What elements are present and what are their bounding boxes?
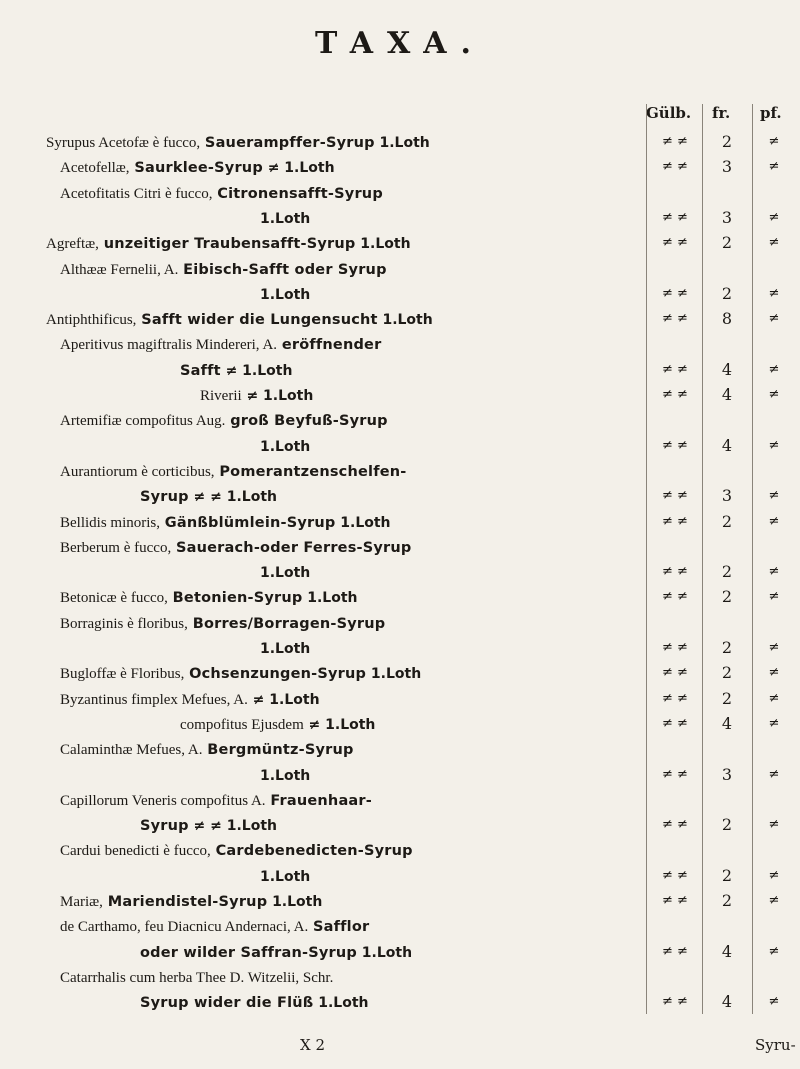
table-row	[0, 560, 800, 584]
table-row	[0, 282, 800, 306]
entry-text	[60, 687, 320, 712]
latin-name: Aperitivus magiftralis Mindereri, A.	[60, 337, 278, 354]
unit-measure: ≠ 1.Loth	[308, 716, 376, 733]
latin-name: Mariæ,	[60, 894, 103, 910]
table-row	[0, 788, 800, 812]
table-row	[0, 510, 800, 534]
latin-name: Capillorum Veneris compofitus A.	[60, 792, 266, 809]
kreuzer-cell: 2	[721, 891, 733, 910]
kreuzer-cell: 2	[721, 638, 733, 657]
german-name: Safflor	[313, 919, 370, 936]
kreuzer-cell: 2	[721, 663, 733, 683]
entry-text	[60, 155, 335, 180]
latin-name: Acetofitatis Citri è fucco,	[60, 185, 213, 202]
pfennig-cell: ≠	[768, 817, 780, 833]
running-title: TAXA.	[315, 26, 485, 61]
pfennig-cell: ≠	[768, 209, 780, 225]
entry-text	[260, 560, 310, 585]
table-row	[0, 914, 800, 938]
gulden-cell: ≠ ≠	[662, 589, 688, 605]
unit-measure: 1.Loth	[382, 312, 433, 329]
kreuzer-cell: 3	[721, 486, 733, 506]
latin-name: compofitus Ejusdem	[180, 716, 304, 733]
german-name: Sauerach-oder Ferres-Syrup	[175, 539, 412, 556]
table-row	[0, 383, 800, 407]
gulden-cell: ≠ ≠	[662, 387, 688, 402]
entry-text	[260, 864, 310, 889]
unit-measure: 1.Loth	[340, 514, 391, 531]
entry-text	[200, 383, 313, 408]
entry-text	[140, 813, 277, 838]
entry-text	[60, 585, 358, 610]
german-name: Syrup	[140, 818, 189, 835]
unit-measure: ≠ ≠ 1.Loth	[193, 489, 277, 506]
column-head-pfennig: pf.	[760, 104, 782, 122]
table-row	[0, 965, 800, 989]
pfennig-cell: ≠	[768, 690, 780, 706]
pfennig-cell: ≠	[768, 437, 780, 453]
latin-name: Calaminthæ Mefues, A.	[60, 742, 203, 759]
kreuzer-cell: 2	[721, 562, 733, 582]
table-row	[0, 763, 800, 787]
unit-measure: ≠ 1.Loth	[267, 160, 335, 177]
unit-measure: 1.Loth	[379, 135, 430, 151]
kreuzer-cell: 2	[721, 688, 733, 708]
table-row	[0, 206, 800, 230]
latin-name: Riverii	[200, 388, 242, 404]
gulden-cell: ≠ ≠	[662, 766, 688, 782]
entry-text	[60, 257, 387, 282]
pfennig-cell: ≠	[768, 589, 780, 605]
kreuzer-cell: 4	[721, 992, 733, 1012]
entry-text	[260, 434, 310, 459]
unit-measure: 1.Loth	[307, 590, 358, 607]
entry-text	[140, 940, 412, 965]
kreuzer-cell: 4	[721, 385, 733, 404]
entry-text	[60, 408, 388, 433]
gulden-cell: ≠ ≠	[662, 159, 688, 175]
german-name: Syrup	[140, 489, 189, 506]
unit-measure: ≠ ≠ 1.Loth	[193, 818, 277, 835]
entry-text	[60, 510, 391, 535]
german-name: unzeitiger Traubensafft-Syrup	[103, 236, 356, 253]
unit-measure: ≠ 1.Loth	[252, 691, 320, 708]
table-row	[0, 358, 800, 382]
gulden-cell: ≠ ≠	[662, 640, 688, 655]
gulden-cell: ≠ ≠	[662, 513, 688, 529]
unit-measure: 1.Loth	[260, 565, 311, 582]
entry-text	[180, 358, 292, 383]
table-row	[0, 712, 800, 736]
kreuzer-cell: 2	[721, 587, 733, 607]
german-name: groß Beyfuß-Syrup	[230, 413, 388, 430]
german-name: Pomerantzenschelfen-	[219, 463, 407, 480]
entry-text	[60, 661, 421, 686]
unit-measure: 1.Loth	[360, 236, 411, 253]
table-row	[0, 307, 800, 331]
unit-measure: 1.Loth	[260, 210, 311, 227]
gulden-cell: ≠ ≠	[662, 235, 688, 251]
latin-name: Cardui benedicti è fucco,	[60, 843, 211, 860]
gulden-cell: ≠ ≠	[662, 134, 688, 149]
pfennig-cell: ≠	[768, 665, 780, 681]
entry-text	[260, 282, 310, 307]
latin-name: de Carthamo, feu Diacnicu Andernaci, A.	[60, 919, 309, 936]
kreuzer-cell: 2	[721, 511, 733, 531]
german-name: oder wilder Saffran-Syrup	[140, 944, 357, 961]
latin-name: Acetofellæ,	[60, 160, 130, 177]
german-name: Citronensafft-Syrup	[217, 185, 383, 202]
pfennig-cell: ≠	[768, 134, 780, 149]
table-row	[0, 231, 800, 255]
table-row	[0, 332, 800, 356]
german-name: Sauerampffer-Syrup	[204, 135, 375, 151]
kreuzer-cell: 4	[721, 435, 733, 455]
table-row	[0, 889, 800, 913]
kreuzer-cell: 2	[721, 283, 733, 303]
latin-name: Agreftæ,	[46, 236, 99, 253]
entry-text	[140, 484, 277, 509]
table-row	[0, 408, 800, 432]
german-name: Bergmüntz-Syrup	[207, 742, 354, 759]
table-row	[0, 181, 800, 205]
table-row	[0, 940, 800, 964]
entry-text	[140, 990, 368, 1015]
unit-measure: ≠ 1.Loth	[225, 362, 293, 379]
gulden-cell: ≠ ≠	[662, 690, 688, 706]
table-row	[0, 459, 800, 483]
kreuzer-cell: 2	[721, 132, 733, 151]
unit-measure: 1.Loth	[260, 767, 311, 784]
pfennig-cell: ≠	[768, 361, 780, 377]
latin-name: Catarrhalis cum herba Thee D. Witzelii, Schr.	[60, 969, 334, 986]
pfennig-cell: ≠	[768, 943, 780, 959]
unit-measure: 1.Loth	[260, 641, 311, 657]
latin-name: Bellidis minoris,	[60, 514, 161, 531]
unit-measure: 1.Loth	[318, 995, 369, 1012]
entry-text	[260, 763, 310, 788]
entry-text	[60, 611, 385, 636]
pfennig-cell: ≠	[768, 513, 780, 529]
german-name: Cardebenedicten-Syrup	[215, 843, 413, 860]
gulden-cell: ≠ ≠	[662, 994, 688, 1010]
kreuzer-cell: 3	[721, 207, 733, 227]
gulden-cell: ≠ ≠	[662, 943, 688, 959]
german-name: Frauenhaar-	[270, 792, 372, 809]
table-row	[0, 611, 800, 635]
unit-measure: ≠ 1.Loth	[246, 388, 314, 404]
pfennig-cell: ≠	[768, 640, 780, 655]
german-name: Mariendistel-Syrup	[107, 894, 268, 910]
catchword: Syru-	[755, 1036, 796, 1054]
pfennig-cell: ≠	[768, 564, 780, 580]
gulden-cell: ≠ ≠	[662, 311, 688, 327]
table-row	[0, 257, 800, 281]
table-row	[0, 636, 800, 660]
pfennig-cell: ≠	[768, 488, 780, 504]
latin-name: Aurantiorum è corticibus,	[60, 463, 215, 480]
column-head-kreuzer: fr.	[712, 104, 731, 122]
table-row	[0, 585, 800, 609]
table-row	[0, 535, 800, 559]
german-name: Safft	[180, 362, 221, 379]
gulden-cell: ≠ ≠	[662, 665, 688, 681]
kreuzer-cell: 3	[721, 764, 733, 784]
unit-measure: 1.Loth	[260, 286, 311, 303]
entry-text	[60, 535, 412, 560]
entry-text	[46, 307, 433, 332]
kreuzer-cell: 2	[721, 233, 733, 253]
entry-text	[60, 965, 333, 990]
german-name: Syrup wider die Flüß	[140, 995, 314, 1012]
entry-text	[60, 788, 372, 813]
pfennig-cell: ≠	[768, 159, 780, 175]
german-name: Betonien-Syrup	[172, 590, 303, 607]
latin-name: Artemifiæ compofitus Aug.	[60, 413, 226, 430]
unit-measure: 1.Loth	[260, 438, 311, 455]
latin-name: Byzantinus fimplex Mefues, A.	[60, 691, 248, 708]
table-row	[0, 990, 800, 1014]
german-name: Gänßblümlein-Syrup	[164, 514, 336, 531]
gulden-cell: ≠ ≠	[662, 285, 688, 301]
entry-text	[60, 737, 354, 762]
gulden-cell: ≠ ≠	[662, 361, 688, 377]
latin-name: Borraginis è floribus,	[60, 615, 188, 632]
entry-text	[60, 838, 413, 863]
kreuzer-cell: 4	[721, 359, 733, 379]
table-row	[0, 737, 800, 761]
latin-name: Betonicæ è fucco,	[60, 590, 168, 607]
gulden-cell: ≠ ≠	[662, 437, 688, 453]
gulden-cell: ≠ ≠	[662, 488, 688, 504]
pfennig-cell: ≠	[768, 311, 780, 327]
table-row	[0, 484, 800, 508]
latin-name: Antiphthificus,	[46, 312, 137, 329]
table-row	[0, 813, 800, 837]
column-head-gulden: Gülb.	[646, 104, 692, 122]
entry-text	[46, 130, 430, 155]
pfennig-cell: ≠	[768, 766, 780, 782]
table-row	[0, 864, 800, 888]
latin-name: Bugloffæ è Floribus,	[60, 666, 185, 683]
entry-text	[60, 459, 406, 484]
german-name: Eibisch-Safft oder Syrup	[183, 261, 387, 278]
gulden-cell: ≠ ≠	[662, 817, 688, 833]
latin-name: Althææ Fernelii, A.	[60, 261, 179, 278]
gulden-cell: ≠ ≠	[662, 867, 688, 883]
unit-measure: 1.Loth	[272, 894, 323, 910]
german-name: eröffnender	[281, 337, 382, 354]
table-row	[0, 687, 800, 711]
table-row	[0, 155, 800, 179]
table-row	[0, 838, 800, 862]
signature-mark: X 2	[300, 1036, 325, 1054]
entry-text	[60, 889, 322, 914]
kreuzer-cell: 2	[721, 815, 733, 835]
pfennig-cell: ≠	[768, 235, 780, 251]
kreuzer-cell: 8	[721, 309, 733, 329]
entry-text	[60, 181, 383, 206]
kreuzer-cell: 4	[721, 713, 733, 733]
pfennig-cell: ≠	[768, 867, 780, 883]
german-name: Saurklee-Syrup	[134, 160, 263, 177]
unit-measure: 1.Loth	[260, 868, 311, 885]
gulden-cell: ≠ ≠	[662, 564, 688, 580]
entry-text	[180, 712, 375, 737]
table-row	[0, 130, 800, 154]
pfennig-cell: ≠	[768, 994, 780, 1010]
gulden-cell: ≠ ≠	[662, 893, 688, 908]
kreuzer-cell: 4	[721, 941, 733, 961]
unit-measure: 1.Loth	[361, 944, 413, 961]
pfennig-cell: ≠	[768, 285, 780, 301]
entry-text	[260, 206, 310, 231]
german-name: Ochsenzungen-Syrup	[189, 666, 367, 683]
pfennig-cell: ≠	[768, 387, 780, 402]
entry-text	[60, 914, 369, 939]
latin-name: Syrupus Acetofæ è fucco,	[46, 135, 201, 151]
gulden-cell: ≠ ≠	[662, 209, 688, 225]
entry-text	[60, 332, 381, 357]
entry-text	[260, 636, 310, 661]
unit-measure: 1.Loth	[370, 666, 422, 683]
table-row	[0, 661, 800, 685]
gulden-cell: ≠ ≠	[662, 715, 688, 731]
entry-text	[46, 231, 411, 256]
pfennig-cell: ≠	[768, 715, 780, 731]
german-name: Borres/Borragen-Syrup	[192, 615, 386, 632]
german-name: Safft wider die Lungensucht	[141, 312, 378, 329]
kreuzer-cell: 2	[721, 865, 733, 885]
pfennig-cell: ≠	[768, 893, 780, 908]
latin-name: Berberum è fucco,	[60, 539, 172, 556]
table-row	[0, 434, 800, 458]
kreuzer-cell: 3	[721, 157, 733, 177]
